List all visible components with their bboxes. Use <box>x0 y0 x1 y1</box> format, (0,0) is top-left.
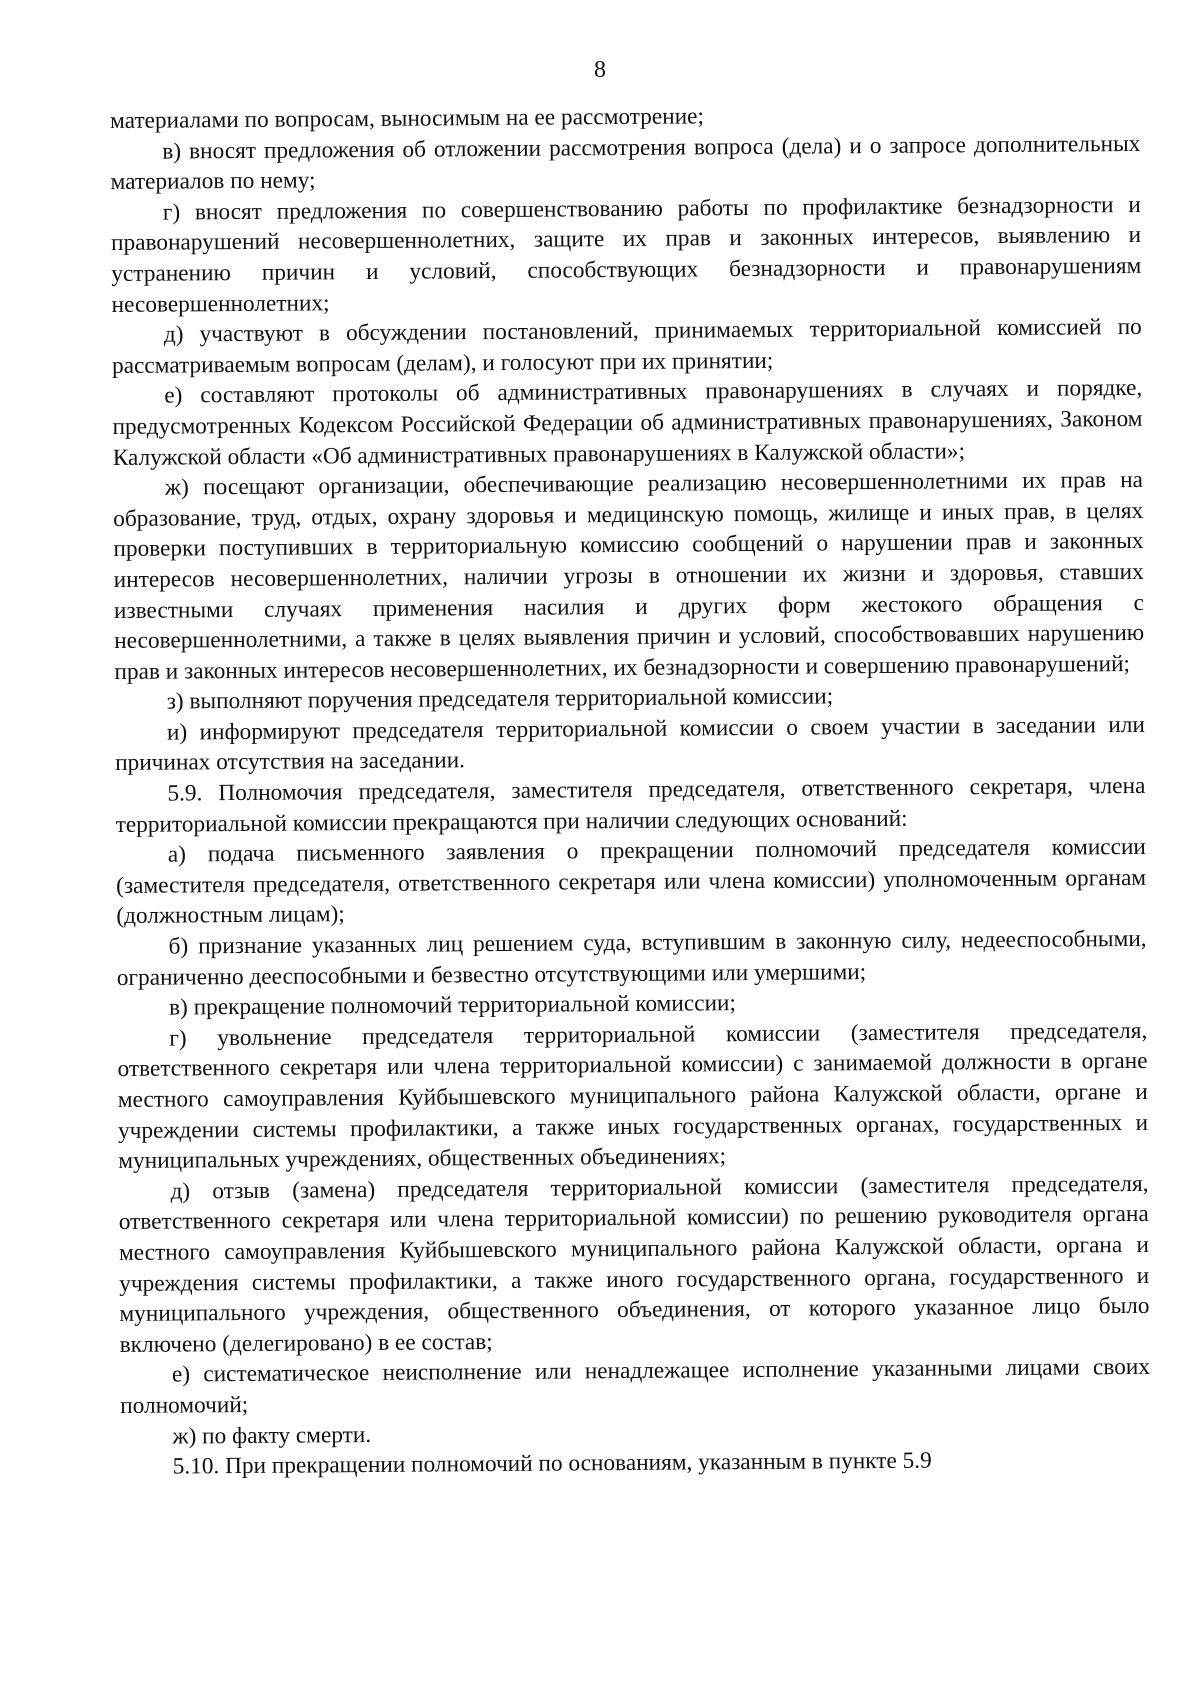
paragraph: д) отзыв (замена) председателя территориальной комиссии (заместителя председателя, ответственного секретаря или члена территориальной комиссии) по решению руководителя органа местного самоуправления Куйбышевского муниципального района Калужской области, органа и учреждения системы профилактики, а также иного государственного органа, государственного и муниципального учреждения, общественного объединения, от которого указанное лицо было включено (делегировано) в ее состав; <box>118 1170 1150 1358</box>
paragraph: в) вносят предложения об отложении рассмотрения вопроса (дела) и о запросе дополнительных материалов по нему; <box>110 130 1141 196</box>
paragraph: д) участвуют в обсуждении постановлений, принимаемых территориальной комиссией по рассматриваемым вопросам (делам), и голосуют при их принятии; <box>111 314 1142 379</box>
paragraph: 5.9. Полномочия председателя, заместителя председателя, ответственного секретаря, члена территориальной комиссии прекращаются при наличии следующих оснований: <box>115 772 1146 838</box>
paragraph: е) составляют протоколы об административных правонарушениях в случаях и порядке, предусмотренных Кодексом Российской Федерации об административных правонарушениях, Законом Калужской области «Об административных правонарушениях в Калужской области»; <box>112 375 1143 471</box>
paragraph: и) информируют председателя территориальной комиссии о своем участии в заседании или причинах отсутствия на заседании. <box>115 711 1145 777</box>
paragraph: 5.10. При прекращении полномочий по основаниям, указанным в пункте 5.9 <box>172 1447 932 1480</box>
paragraph: в) прекращение полномочий территориальной комиссии; <box>168 990 737 1021</box>
paragraph: материалами по вопросам, выносимым на ее рассмотрение; <box>110 103 705 134</box>
paragraph: г) вносят предложения по совершенствованию работы по профилактике безнадзорности и правонарушений несовершеннолетних, защите их прав и законных интересов, выявлению и устранению причин и условий, способствующих безнадзорности и правонарушениям несовершеннолетних; <box>110 191 1142 318</box>
paragraph: е) систематическое неисполнение или ненадлежащее исполнение указанными лицами своих полномочий; <box>120 1354 1151 1419</box>
paragraph: г) увольнение председателя территориальной комиссии (заместителя председателя, ответственного секретаря или члена территориальной комиссии) с занимаемой должности в органе местного самоуправления Куйбышевского муниципального района Калужской области, органе и учреждении системы профилактики, а также иных государственных органах, государственных и муниципальных учреждениях, общественных объединениях; <box>117 1017 1149 1175</box>
paragraph: ж) посещают организации, обеспечивающие реализацию несовершеннолетними их прав на образование, труд, отдых, охрану здоровья и медицинскую помощь, жилище и иных прав, в целях проверки поступивших в территориальную комиссию сообщений о нарушении прав и законных интересов несовершеннолетних, наличии угрозы в отношении их жизни и здоровья, ставших известными случаях применения насилия и других форм жестокого обращения с несовершеннолетними, а также в целях выявления причин и условий, способствовавших нарушению прав и законных интересов несовершеннолетних, их безнадзорности и совершению правонарушений; <box>113 467 1145 685</box>
paragraph: а) подача письменного заявления о прекращении полномочий председателя комиссии (заместителя председателя, ответственного секретаря или члена комиссии) уполномоченным органам (должностным лицам); <box>116 834 1147 930</box>
paragraph: б) признание указанных лиц решением суда, вступившим в законную силу, недееспособными, ограниченно дееспособными и безвестно отсутствующими или умершими; <box>116 925 1147 991</box>
page-number: 8 <box>594 57 606 83</box>
paragraph: ж) по факту смерти. <box>172 1421 372 1450</box>
paragraph: з) выполняют поручения председателя территориальной комиссии; <box>166 683 834 715</box>
document-body <box>110 98 1151 1483</box>
